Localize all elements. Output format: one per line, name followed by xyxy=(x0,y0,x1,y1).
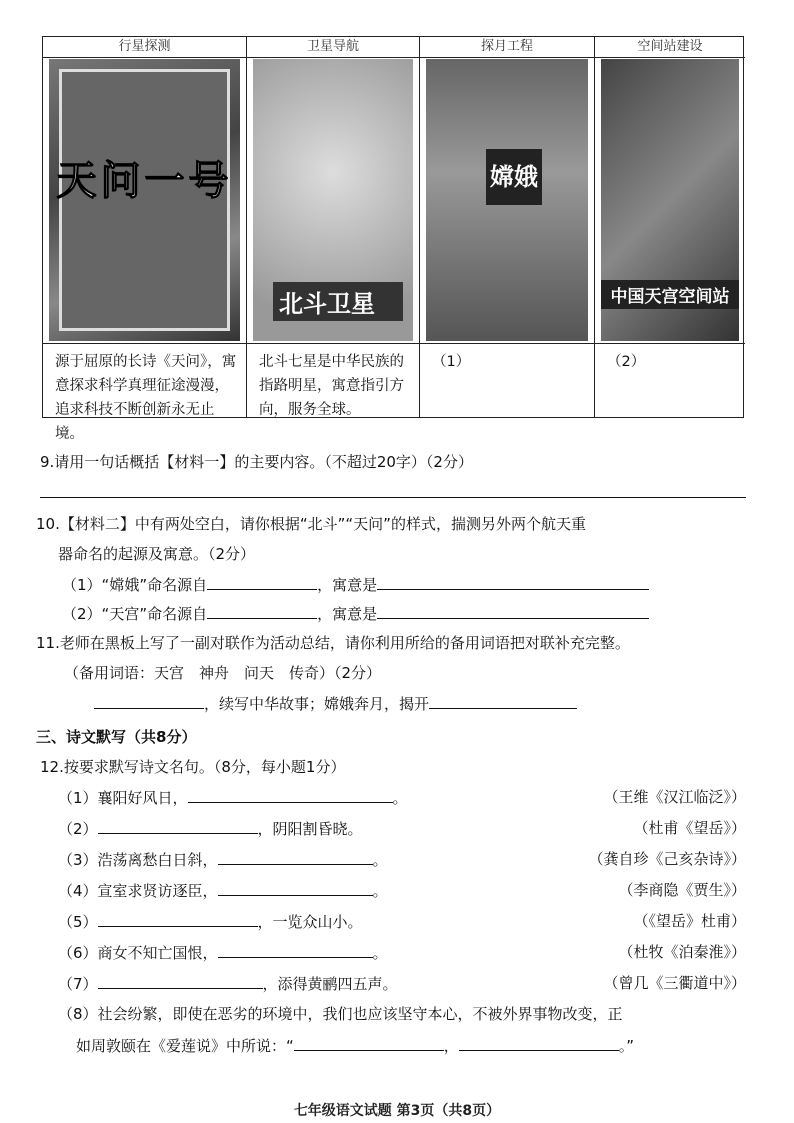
table-column-navigation xyxy=(246,37,419,417)
q12-item-3 xyxy=(58,849,388,870)
column-caption: 源于屈原的长诗《天问》，寓意探求科学真理征途漫漫，追求科技不断创新永无止境。 xyxy=(43,343,246,417)
q12-item-1 xyxy=(58,787,408,808)
item-text: 。 xyxy=(372,851,388,869)
q12-item-7 xyxy=(58,973,398,994)
q12-item-8-line1: （8）社会纷繁，即使在恶劣的环境中，我们也应该坚守本心，不被外界事物改变，正 xyxy=(58,1005,623,1023)
item-text: ， xyxy=(443,1037,459,1055)
sub2-mid: ，寓意是 xyxy=(317,605,378,623)
question-11-line3 xyxy=(94,693,577,714)
sub1-mid: ，寓意是 xyxy=(317,576,378,594)
column-header: 行星探测 xyxy=(43,37,246,58)
q12-item-5 xyxy=(58,911,363,932)
item-text: 。 xyxy=(372,944,388,962)
table-column-station xyxy=(594,37,745,417)
q12-item-8-line2 xyxy=(76,1035,634,1056)
column-caption: （2） xyxy=(595,343,745,417)
item-text: 。” xyxy=(618,1037,635,1055)
couplet-text: ，续写中华故事；嫦娥奔月，揭开 xyxy=(204,695,430,713)
item-text: （7） xyxy=(58,975,98,993)
poster-title: 嫦娥 xyxy=(486,149,542,205)
item-text: （3）浩荡离愁白日斜， xyxy=(58,851,218,869)
column-header: 卫星导航 xyxy=(247,37,419,58)
question-10-sub1 xyxy=(62,574,649,595)
poster-title: 天问一号 xyxy=(56,158,233,204)
poster-title: 中国天宫空间站 xyxy=(601,280,739,309)
question-11-line2: （备用词语：天宫 神舟 问天 传奇）（2分） xyxy=(64,664,382,682)
answer-blank[interactable] xyxy=(218,942,373,958)
item-text: 。 xyxy=(372,882,388,900)
item-text: ，一览众山小。 xyxy=(257,913,363,931)
q12-item-2-source: （杜甫《望岳》） xyxy=(633,819,746,837)
item-text: ，阴阳割昏晓。 xyxy=(257,820,363,838)
table-column-planet xyxy=(43,37,246,442)
answer-blank[interactable] xyxy=(294,1035,444,1051)
answer-blank[interactable] xyxy=(377,574,649,590)
table-column-moon xyxy=(419,37,594,417)
change-poster-image xyxy=(426,59,588,341)
q12-item-3-source: （龚自珍《己亥杂诗》） xyxy=(588,850,746,868)
answer-blank[interactable] xyxy=(459,1035,619,1051)
q12-item-4 xyxy=(58,880,388,901)
column-header: 探月工程 xyxy=(420,37,594,58)
section-3-heading: 三、诗文默写（共8分） xyxy=(36,728,197,746)
answer-blank[interactable] xyxy=(94,693,204,709)
tianwen-poster-image xyxy=(49,59,240,341)
answer-blank[interactable] xyxy=(377,603,649,619)
column-caption: （1） xyxy=(420,343,594,417)
question-9: 9.请用一句话概括【材料一】的主要内容。（不超过20字）（2分） xyxy=(40,453,473,471)
question-10-sub2 xyxy=(62,603,649,624)
sub1-prefix: （1）“嫦娥”命名源自 xyxy=(62,576,208,594)
q12-item-6-source: （杜牧《泊秦淮》） xyxy=(618,943,746,961)
column-caption: 北斗七星是中华民族的指路明星，寓意指引方向，服务全球。 xyxy=(247,343,419,417)
item-text: 如周敦颐在《爱莲说》中所说：“ xyxy=(76,1037,294,1055)
sub2-prefix: （2）“天宫”命名源自 xyxy=(62,605,208,623)
answer-blank[interactable] xyxy=(218,880,373,896)
item-text: （6）商女不知亡国恨， xyxy=(58,944,218,962)
material-table xyxy=(42,36,744,442)
answer-blank[interactable] xyxy=(207,603,317,619)
item-text: （4）宣室求贤访逐臣， xyxy=(58,882,218,900)
question-12-intro: 12.按要求默写诗文名句。（8分，每小题1分） xyxy=(40,758,346,776)
q12-item-1-source: （王维《汉江临泛》） xyxy=(603,788,746,806)
item-text: （5） xyxy=(58,913,98,931)
q12-item-7-source: （曾几《三衢道中》） xyxy=(603,974,746,992)
answer-blank[interactable] xyxy=(188,787,393,803)
question-11-line1: 11.老师在黑板上写了一副对联作为活动总结，请你利用所给的备用词语把对联补充完整。 xyxy=(36,634,630,652)
answer-blank[interactable] xyxy=(98,911,258,927)
q12-item-4-source: （李商隐《贾生》） xyxy=(618,881,746,899)
item-text: （2） xyxy=(58,820,98,838)
answer-blank[interactable] xyxy=(218,849,373,865)
answer-blank[interactable] xyxy=(98,973,263,989)
q12-item-2 xyxy=(58,818,363,839)
beidou-poster-image xyxy=(253,59,413,341)
item-text: ，添得黄鹂四五声。 xyxy=(262,975,398,993)
question-10-line1: 10.【材料二】中有两处空白，请你根据“北斗”“天问”的样式，揣测另外两个航天重 xyxy=(36,515,586,533)
question-10-line2: 器命名的起源及寓意。（2分） xyxy=(58,545,256,563)
q12-item-5-source: （《望岳》杜甫） xyxy=(633,912,746,930)
item-text: 。 xyxy=(392,789,408,807)
answer-line-q9[interactable] xyxy=(40,497,746,498)
tiangong-poster-image xyxy=(601,59,739,341)
answer-blank[interactable] xyxy=(207,574,317,590)
q12-item-6 xyxy=(58,942,388,963)
answer-blank[interactable] xyxy=(98,818,258,834)
page-footer: 七年级语文试题 第3页（共8页） xyxy=(293,1103,501,1119)
item-text: （1）襄阳好风日， xyxy=(58,789,188,807)
column-header: 空间站建设 xyxy=(595,37,745,58)
poster-title: 北斗卫星 xyxy=(273,282,403,321)
answer-blank[interactable] xyxy=(429,693,577,709)
